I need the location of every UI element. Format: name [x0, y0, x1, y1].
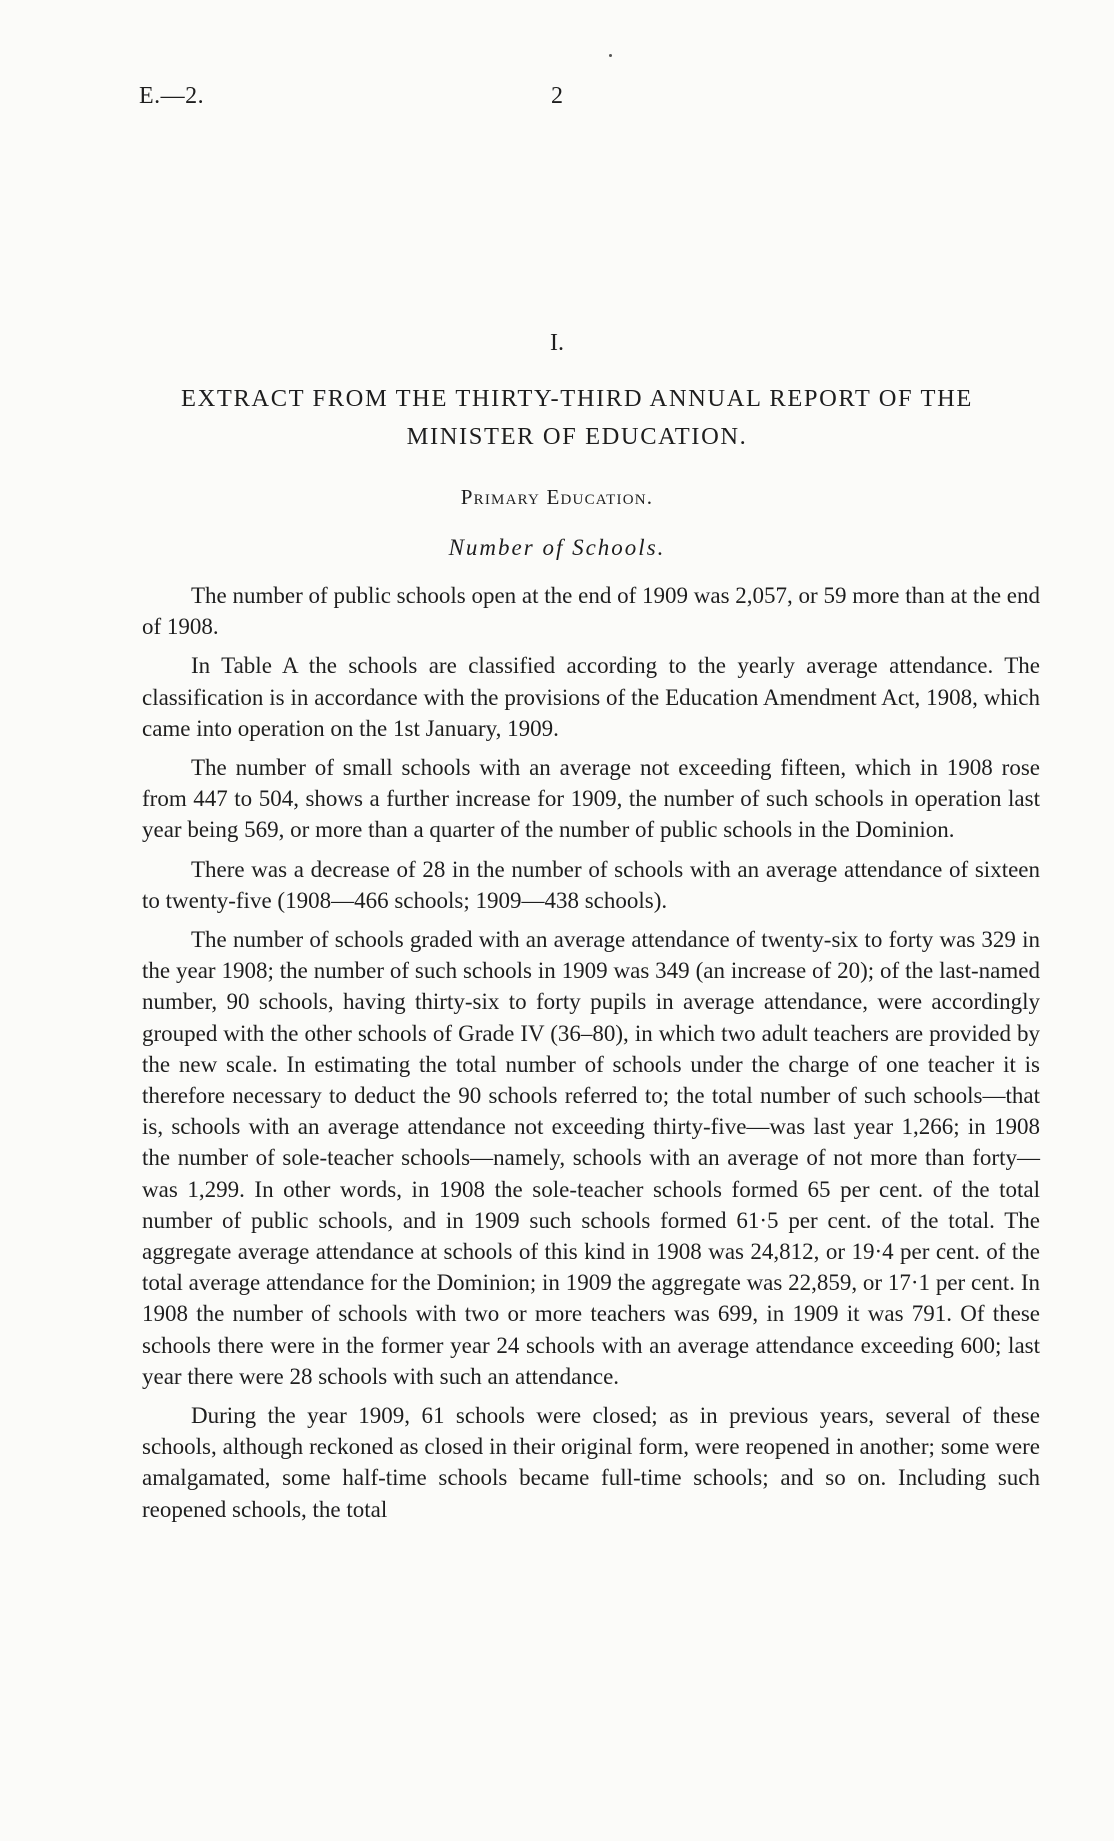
parliamentary-paper-reference: E.—2.: [139, 83, 205, 109]
paragraph: The number of small schools with an average not exceeding fifteen, which in 1908 rose from 447 to 504, shows a further increase for 1909, the number of such schools in operation last year being 569, or more than a quarter of the number of public schools in the Dominion.: [142, 755, 1040, 843]
paragraph: The number of public schools open at the end of 1909 was 2,057, or 59 more than at the end of 1908.: [142, 583, 1040, 640]
body-text: [142, 580, 1040, 1533]
print-speck: [609, 54, 612, 57]
paragraph: During the year 1909, 61 schools were closed; as in previous years, several of these schools, although reckoned as closed in their original form, were reopened in another; some were amalgamated, some half-time schools became full-time schools; and so on. Including such reopened schools, the total: [142, 1403, 1040, 1522]
paragraph: The number of schools graded with an average attendance of twenty-six to forty was 329 in the year 1908; the number of such schools in 1909 was 349 (an increase of 20); of the last-named number, 90 schools, having thirty-six to forty pupils in average attendance, were accordingly grouped with the other schools of Grade IV (36–80), in which two adult teachers are provided by the new scale. In estimating the total number of schools under the charge of one teacher it is therefore necessary to deduct the 90 schools referred to; the total number of such schools—that is, schools with an average attendance not exceeding thirty-five—was last year 1,266; in 1908 the number of sole-teacher schools—namely, schools with an average of not more than forty—was 1,299. In other words, in 1908 the sole-teacher schools formed 65 per cent. of the total number of public schools, and in 1909 such schools formed 61·5 per cent. of the total. The aggregate average attendance at schools of this kind in 1908 was 24,812, or 19·4 per cent. of the total average attendance for the Dominion; in 1909 the aggregate was 22,859, or 17·1 per cent. In 1908 the number of schools with two or more teachers was 699, in 1909 it was 791. Of these schools there were in the former year 24 schools with an average attendance exceeding 600; last year there were 28 schools with such an attendance.: [142, 927, 1040, 1389]
title-line-2: MINISTER OF EDUCATION.: [406, 423, 748, 450]
page-title: [120, 380, 1034, 456]
paragraph: In Table A the schools are classified according to the yearly average attendance. The classification is in accordance with the provisions of the Education Amendment Act, 1908, which came into operation on the 1st January, 1909.: [142, 653, 1040, 741]
page-number: 2: [551, 83, 563, 109]
title-line-1: EXTRACT FROM THE THIRTY-THIRD ANNUAL REPORT OF THE: [181, 385, 973, 412]
paragraph: There was a decrease of 28 in the number of schools with an average attendance of sixteen to twenty-five (1908—466 schools; 1909—438 schools).: [142, 856, 1040, 913]
subsection-heading: Number of Schools.: [448, 535, 666, 560]
section-heading: Primary Education.: [460, 485, 654, 509]
section-numeral: I.: [550, 330, 564, 356]
